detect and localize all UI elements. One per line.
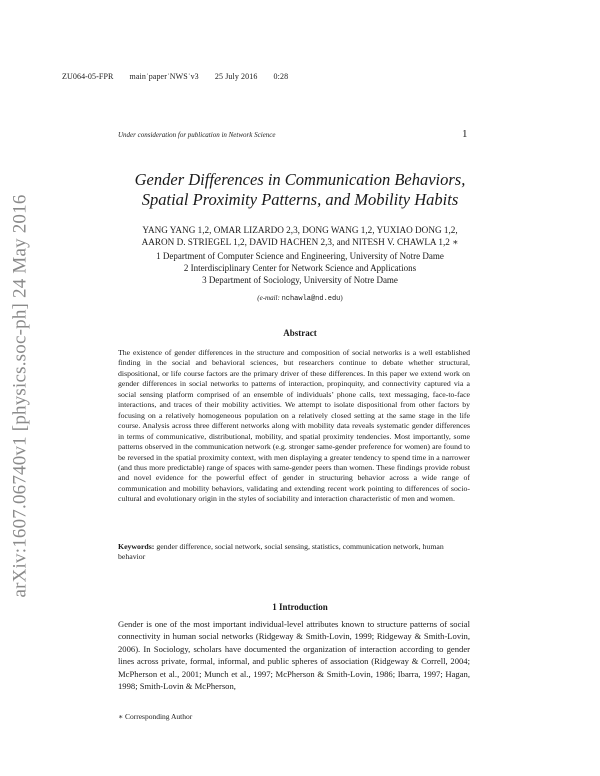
header-time: 0:28 (273, 72, 289, 81)
authors-line-2: AARON D. STRIEGEL 1,2, DAVID HACHEN 2,3, and NITESH V. CHAWLA 1,2 ∗ (141, 237, 459, 247)
header-file: main˙paper˙NWS˙v3 (129, 72, 199, 81)
keywords-text: gender difference, social network, social sensing, statistics, communication network, human behavior (118, 542, 444, 562)
header-date: 25 July 2016 (214, 72, 258, 81)
author-list (100, 224, 500, 248)
authors-line-1: YANG YANG 1,2, OMAR LIZARDO 2,3, DONG WANG 1,2, YUXIAO DONG 1,2, (142, 225, 458, 235)
abstract-body: The existence of gender differences in the structure and composition of social networks is a well established finding in the social and behavioral sciences, but researchers continue to debate whether structural, dispositional, or life course factors are the primary driver of these differences. In this paper we extend work on gender differences in social networks to patterns of interaction, propinquity, and connectivity captured via a social sensing platform comprised of an ensemble of individuals’ phone calls, text messaging, face-to-face interactions, and traces of their mobility activities. We attempt to isolate dispositional from other factors by focusing on a relatively homogeneous population on a relatively closed setting at the same stage in the life course. Analysis across three different networks along with mobility data reveals systematic gender differences in terms of communicative, distributional, mobility, and spatial proximity tendencies. Most importantly, some patterns observed in the communication network (e.g. stronger same-gender preference for women) are found to be reversed in the spatial proximity context, with men displaying a greater tendency to spend time in a narrower (and thus more predictable) range of spaces with same-gender peers than women. These findings provide robust and novel evidence for the powerful effect of gender in structuring behavior across a wide range of communication and mobility behaviors, validating and extending recent work pointing to differences of socio-cultural and evolutionary origin in the styles of sociability and interaction characteristic of men and women. (118, 348, 470, 504)
page-number: 1 (462, 128, 468, 140)
keywords (118, 542, 470, 563)
email-close: ) (340, 294, 343, 302)
keywords-label: Keywords: (118, 542, 155, 551)
header-id: ZU064-05-FPR (62, 72, 114, 81)
paper-title (100, 170, 500, 210)
email-address[interactable]: nchawla@nd.edu (281, 295, 341, 303)
title-line-1: Gender Differences in Communication Behaviors, (134, 170, 466, 189)
arxiv-stamp-text: arXiv:1607.06740v1 [physics.soc-ph] 24 May 2016 (10, 194, 32, 598)
footnote-corresponding-author: ∗ Corresponding Author (118, 712, 193, 721)
abstract-heading: Abstract (283, 328, 317, 338)
arxiv-stamp (4, 176, 38, 616)
introduction-body: Gender is one of the most important individual-level attributes known to structure patterns of social connectivity in human social networks (Ridgeway & Smith-Lovin, 1999; Ridgeway & Smith-Lovin, 2006). In Sociology, scholars have documented the organization of interaction according to gender lines across private, formal, informal, and public spheres of association (Ridgeway & Correll, 2004; McPherson et al., 2001; Munch et al., 1997; McPherson & Smith-Lovin, 1986; Ibarra, 1997; Hagan, 1998; Smith-Lovin & McPherson, (118, 619, 470, 692)
page-header (62, 72, 302, 81)
contact-email (100, 294, 500, 303)
section-heading-introduction: 1 Introduction (272, 602, 328, 612)
title-line-2: Spatial Proximity Patterns, and Mobility Habits (141, 190, 459, 209)
affiliation-1: 1 Department of Computer Science and Engineering, University of Notre Dame (156, 251, 444, 261)
affiliation-3: 3 Department of Sociology, University of Notre Dame (202, 275, 398, 285)
affiliation-2: 2 Interdisciplinary Center for Network Science and Applications (183, 263, 417, 273)
email-label: (e-mail: (257, 294, 280, 302)
affiliations (100, 250, 500, 286)
running-head: Under consideration for publication in Network Science (118, 131, 276, 139)
